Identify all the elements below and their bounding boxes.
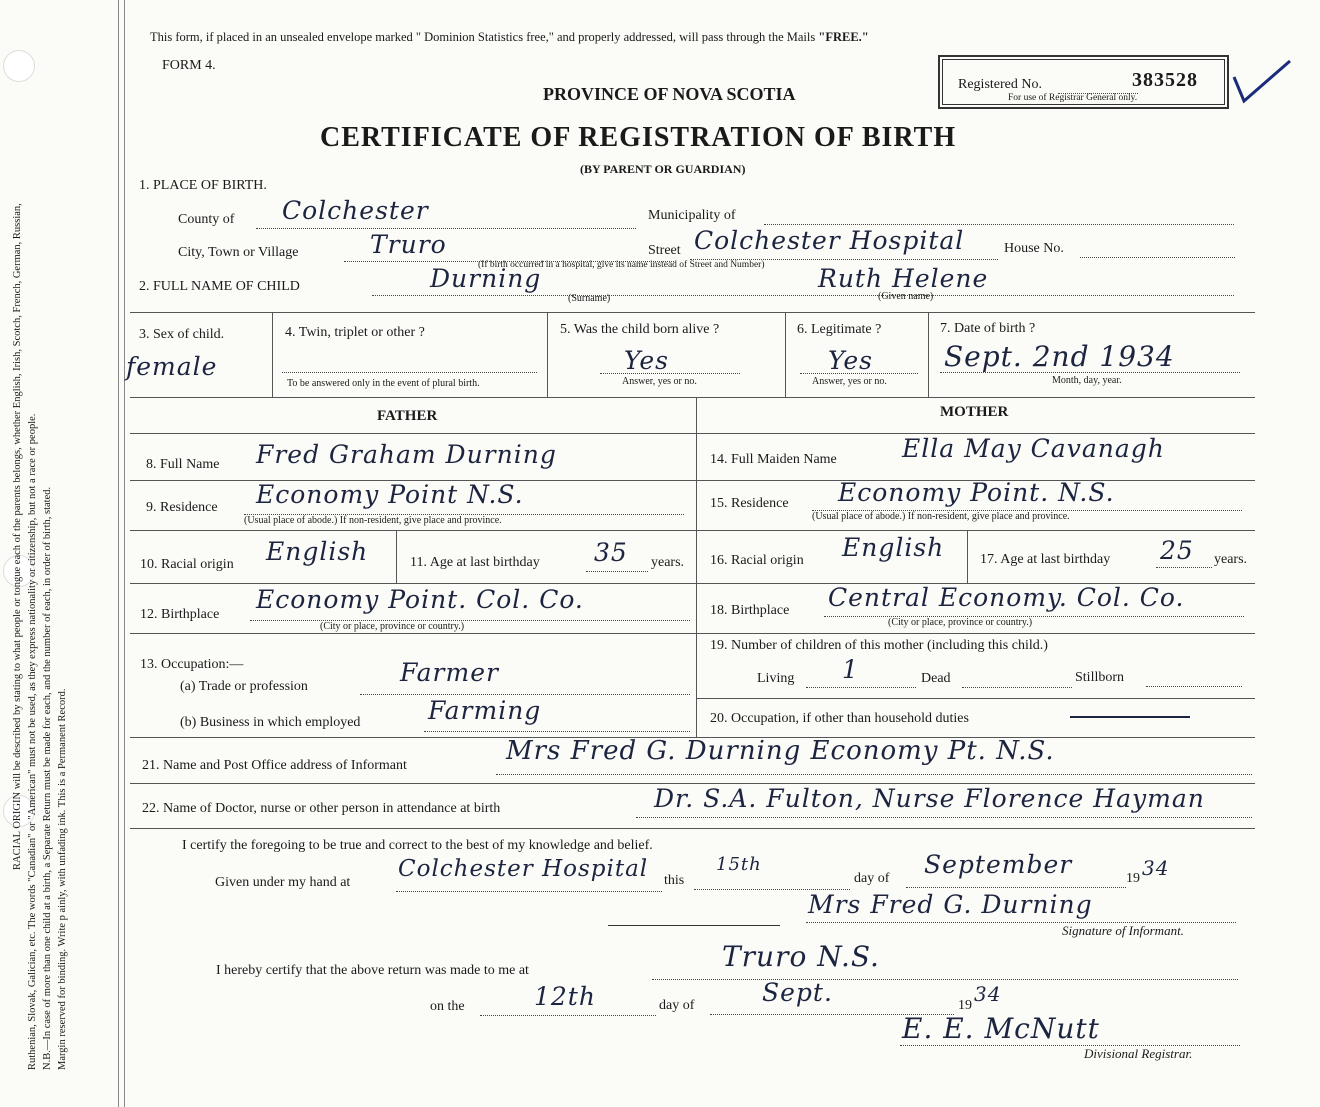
registrar-year-prefix: 19 <box>958 998 972 1013</box>
certify-statement: I certify the foregoing to be true and correct to the best of my knowledge and belief. <box>182 838 653 853</box>
father-birthplace-note: (City or place, province or country.) <box>320 621 465 632</box>
given-year-value: 34 <box>1142 856 1170 880</box>
mother-occupation-label: 20. Occupation, if other than household duties <box>710 711 969 726</box>
stillborn-label: Stillborn <box>1075 670 1125 685</box>
mother-heading: MOTHER <box>940 404 1009 420</box>
father-residence-note: (Usual place of abode.) If non-resident, give place and province. <box>244 515 502 526</box>
surname-value: Durning <box>430 264 542 293</box>
father-trade-value: Farmer <box>400 658 499 687</box>
father-occupation-label: 13. Occupation:— <box>140 657 244 672</box>
given-name-note: (Given name) <box>878 291 934 302</box>
mail-note: This form, if placed in an unsealed envelope marked " Dominion Statistics free," and properly addressed, will pass through the Mails "FREE." <box>150 30 869 44</box>
registrar-day-value: 12th <box>534 982 596 1011</box>
mother-age-value: 25 <box>1160 536 1194 565</box>
mother-residence-label: 15. Residence <box>710 496 789 511</box>
father-business-value: Farming <box>428 696 542 725</box>
dead-label: Dead <box>921 671 951 686</box>
father-age-value: 35 <box>594 538 628 567</box>
mother-birthplace-note: (City or place, province or country.) <box>888 617 1033 628</box>
margin-instructions <box>10 10 70 1070</box>
dob-note: Month, day, year. <box>1052 375 1122 386</box>
margin-line-3: N.B.—In case of more than one child at a birth, a Separate Return must be made for each, and the number of each, in order of birth, stated. <box>42 486 53 1070</box>
given-name-value: Ruth Helene <box>818 264 989 293</box>
hospital-note: (If birth occurred in a hospital, give its name instead of Street and Number) <box>478 260 765 270</box>
doctor-label: 22. Name of Doctor, nurse or other person in attendance at birth <box>142 801 501 816</box>
father-race-label: 10. Racial origin <box>140 557 234 572</box>
given-under-label: Given under my hand at <box>215 875 351 890</box>
street-value: Colchester Hospital <box>694 226 965 255</box>
street-label: Street <box>648 243 681 258</box>
on-the-label: on the <box>430 999 465 1014</box>
father-name-label: 8. Full Name <box>146 457 220 472</box>
registrar-month-value: Sept. <box>762 978 833 1007</box>
twin-label: 4. Twin, triplet or other ? <box>285 325 425 340</box>
mother-birthplace-value: Central Economy. Col. Co. <box>828 583 1185 612</box>
mother-residence-value: Economy Point. N.S. <box>838 478 1115 507</box>
surname-note: (Surname) <box>568 293 611 304</box>
county-label: County of <box>178 212 235 227</box>
dob-label: 7. Date of birth ? <box>940 321 1036 336</box>
registrar-place-value: Truro N.S. <box>722 940 880 973</box>
child-name-label: 2. FULL NAME OF CHILD <box>139 279 300 294</box>
father-age-label: 11. Age at last birthday <box>410 555 540 570</box>
reg-number: 383528 <box>1132 69 1198 91</box>
page-title: CERTIFICATE OF REGISTRATION OF BIRTH <box>320 122 957 153</box>
mail-free: "FREE." <box>818 30 869 44</box>
given-day-value: 15th <box>716 854 762 875</box>
informant-value: Mrs Fred G. Durning Economy Pt. N.S. <box>506 736 1055 766</box>
registrar-statement: I hereby certify that the above return was made to me at <box>216 963 529 978</box>
sex-label: 3. Sex of child. <box>139 327 225 342</box>
given-day-of-label: day of <box>854 871 890 886</box>
margin-line-1: RACIAL ORIGIN will be described by stating to what people or tongue each of the parents belongs, whether English, Irish, Scotch, French, German, Russian, <box>12 203 23 870</box>
this-label: this <box>664 873 685 888</box>
living-value: 1 <box>842 655 859 684</box>
house-label: House No. <box>1004 241 1064 256</box>
sex-value: female <box>126 352 218 381</box>
mother-birthplace-label: 18. Birthplace <box>710 603 790 618</box>
father-heading: FATHER <box>377 408 438 424</box>
father-race-value: English <box>266 537 369 566</box>
alive-note: Answer, yes or no. <box>622 376 697 387</box>
father-residence-label: 9. Residence <box>146 500 218 515</box>
father-business-label: (b) Business in which employed <box>180 715 361 730</box>
twin-note: To be answered only in the event of plural birth. <box>287 378 480 389</box>
given-month-value: September <box>924 850 1073 879</box>
mother-name-label: 14. Full Maiden Name <box>710 452 837 467</box>
mother-name-value: Ella May Cavanagh <box>902 434 1165 463</box>
province-heading: PROVINCE OF NOVA SCOTIA <box>543 84 796 104</box>
city-value: Truro <box>370 230 447 259</box>
city-label: City, Town or Village <box>178 245 299 260</box>
father-residence-value: Economy Point N.S. <box>256 480 524 509</box>
father-birthplace-label: 12. Birthplace <box>140 607 220 622</box>
living-label: Living <box>757 671 795 686</box>
legitimate-label: 6. Legitimate ? <box>797 322 882 337</box>
father-birthplace-value: Economy Point. Col. Co. <box>256 585 584 614</box>
reg-label: Registered No. <box>958 77 1042 92</box>
registration-box <box>938 55 1229 109</box>
municipality-label: Municipality of <box>648 208 736 223</box>
check-mark-icon <box>1230 55 1295 110</box>
mother-race-label: 16. Racial origin <box>710 553 804 568</box>
dob-value: Sept. 2nd 1934 <box>944 340 1175 373</box>
county-value: Colchester <box>282 196 429 225</box>
signature-informant-label: Signature of Informant. <box>1062 923 1184 938</box>
informant-label: 21. Name and Post Office address of Informant <box>142 758 407 773</box>
mother-age-label: 17. Age at last birthday <box>980 552 1111 567</box>
father-name-value: Fred Graham Durning <box>256 440 557 469</box>
place-heading: 1. PLACE OF BIRTH. <box>139 178 267 193</box>
form-number: FORM 4. <box>162 58 216 73</box>
margin-line-2: Ruthenian, Slovak, Galician, etc. The words "Canadian" or "American" must not be used, as they express nationality or citizenship, but not a race or people. <box>27 413 38 1070</box>
alive-value: Yes <box>624 346 669 375</box>
given-place-value: Colchester Hospital <box>398 856 649 882</box>
mother-race-value: English <box>842 533 945 562</box>
reg-note: For use of Registrar General only. <box>1008 93 1138 103</box>
mother-years-label: years. <box>1214 552 1248 567</box>
given-year-prefix: 19 <box>1126 871 1140 886</box>
children-count-label: 19. Number of children of this mother (including this child.) <box>710 638 1048 653</box>
margin-line-4: Margin reserved for binding. Write p ainly, with unfading ink. This is a Permanent Record. <box>57 688 68 1070</box>
legitimate-value: Yes <box>828 346 873 375</box>
alive-label: 5. Was the child born alive ? <box>560 322 720 337</box>
father-trade-label: (a) Trade or profession <box>180 679 308 694</box>
page-subtitle: (BY PARENT OR GUARDIAN) <box>580 162 746 176</box>
registrar-year-value: 34 <box>974 982 1002 1006</box>
informant-signature: Mrs Fred G. Durning <box>808 890 1093 919</box>
father-years-label: years. <box>651 555 685 570</box>
legitimate-note: Answer, yes or no. <box>812 376 887 387</box>
divisional-registrar-label: Divisional Registrar. <box>1084 1046 1193 1061</box>
registrar-signature: E. E. McNutt <box>902 1012 1100 1045</box>
doctor-value: Dr. S.A. Fulton, Nurse Florence Hayman <box>654 784 1205 813</box>
registrar-day-of-label: day of <box>659 998 695 1013</box>
mother-residence-note: (Usual place of abode.) If non-resident, give place and province. <box>812 511 1070 522</box>
